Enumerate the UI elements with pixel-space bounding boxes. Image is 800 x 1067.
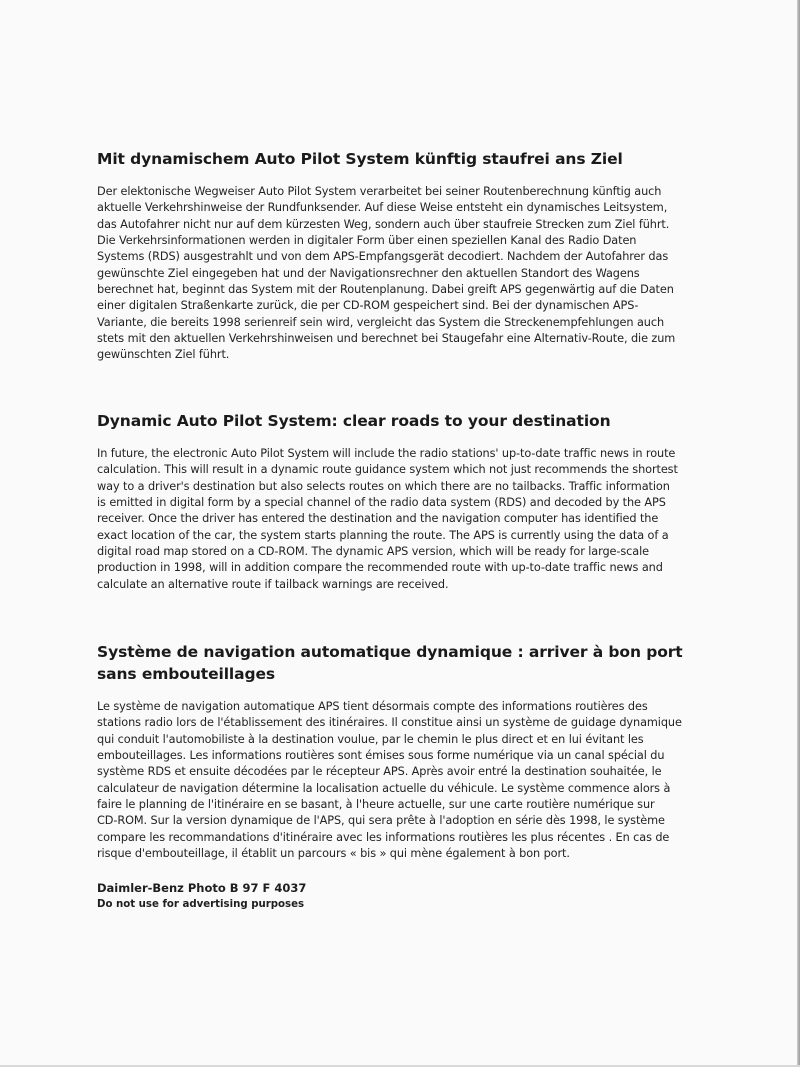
text-line: stets mit den aktuellen Verkehrshinweisen und berechnet bei Staugefahr eine Alternativ-Route, die zum (97, 332, 676, 346)
usage-notice: Do not use for advertising purposes (97, 899, 305, 910)
text-line: calculateur de navigation détermine la localisation actuelle du véhicule. Le système commence alors à (97, 781, 671, 795)
text-line: Die Verkehrsinformationen werden in digitaler Form über einen speziellen Kanal des Radio Daten (97, 234, 637, 248)
text-line: Le système de navigation automatique APS tient désormais compte des informations routières des (97, 700, 648, 713)
text-line: digital road map stored on a CD-ROM. The dynamic APS version, which will be ready for large-scale (97, 545, 649, 559)
text-line: embouteillages. Les informations routières sont émises sous forme numérique via un canal spécial du (97, 749, 665, 763)
text-line: exact location of the car, the system starts planning the route. The APS is currently using the data of a (97, 528, 669, 542)
text-line: calculation. This will result in a dynamic route guidance system which not just recommends the shortest (97, 463, 678, 477)
text-line: aktuelle Verkehrshinweise der Rundfunksender. Auf diese Weise entsteht ein dynamisches Leitsystem, (97, 201, 668, 215)
text-line: berechnet hat, beginnt das System mit der Routenplanung. Dabei greift APS gegenwärtig auf die Daten (97, 283, 674, 297)
section-english (97, 410, 703, 593)
paragraph-french (97, 699, 703, 862)
text-line: einer digitalen Straßenkarte zurück, die per CD-ROM gespeichert sind. Bei der dynamischen APS- (97, 299, 639, 313)
text-line: gewünschte Ziel eingegeben hat und der Navigationsrechner den aktuellen Standort des Wagens (97, 266, 640, 280)
paragraph-english (97, 446, 703, 593)
text-line: receiver. Once the driver has entered the destination and the navigation computer has identified the (97, 512, 659, 526)
text-line: calculate an alternative route if tailback warnings are received. (97, 577, 449, 591)
text-line: In future, the electronic Auto Pilot System will include the radio stations' up-to-date traffic news in route (97, 447, 676, 460)
text-line: stations radio lors de l'établissement des itinéraires. Il constitue ainsi un système de guidage dynamique (97, 716, 682, 730)
text-line: qui conduit l'automobiliste à la destination voulue, par le chemin le plus direct et en lui évitant les (97, 732, 644, 746)
text-line: gewünschten Ziel führt. (97, 348, 230, 362)
text-line: production in 1998, will in addition compare the recommended route with up-to-date traffic news and (97, 561, 663, 575)
text-line: Systems (RDS) ausgestrahlt und von dem APS-Empfangsgerät decodiert. Nachdem der Autofahrer das (97, 250, 669, 264)
text-line: faire le planning de l'itinéraire en se basant, à l'heure actuelle, sur une carte routière numérique sur (97, 798, 655, 812)
section-heading-english: Dynamic Auto Pilot System: clear roads to your destination (97, 412, 611, 430)
text-line: CD-ROM. Sur la version dynamique de l'APS, qui sera prête à l'adoption en série dès 1998, le système (97, 814, 665, 828)
section-heading-french: Système de navigation automatique dynamique : arriver à bon port sans embouteillages (97, 643, 683, 683)
text-line: système RDS et ensuite décodées par le récepteur APS. Après avoir entré la destination souhaitée, le (97, 765, 662, 779)
text-line: das Autofahrer nicht nur auf dem kürzesten Weg, sondern auch über staufreie Strecken zum Ziel führt. (97, 217, 670, 231)
photo-credit (97, 880, 306, 912)
text-line: way to a driver's destination but also selects routes on which there are no tailbacks. Traffic information (97, 479, 670, 493)
section-french (97, 641, 703, 862)
text-line: is emitted in digital form by a special channel of the radio data system (RDS) and decoded by the APS (97, 496, 666, 510)
section-german (97, 148, 703, 364)
text-line: compare les recommandations d'itinéraire avec les informations routières les plus récentes . En cas de (97, 830, 670, 844)
text-line: risque d'embouteillage, il établit un parcours « bis » qui mène également à bon port. (97, 847, 570, 861)
section-heading-german: Mit dynamischem Auto Pilot System künftig staufrei ans Ziel (97, 150, 623, 168)
paragraph-german (97, 184, 703, 364)
photo-reference: Daimler-Benz Photo B 97 F 4037 (97, 881, 307, 895)
text-line: Variante, die bereits 1998 serienreif sein wird, vergleicht das System die Streckenempfehlungen auch (97, 315, 665, 329)
text-line: Der elektonische Wegweiser Auto Pilot System verarbeitet bei seiner Routenberechnung künftig auch (97, 185, 662, 198)
